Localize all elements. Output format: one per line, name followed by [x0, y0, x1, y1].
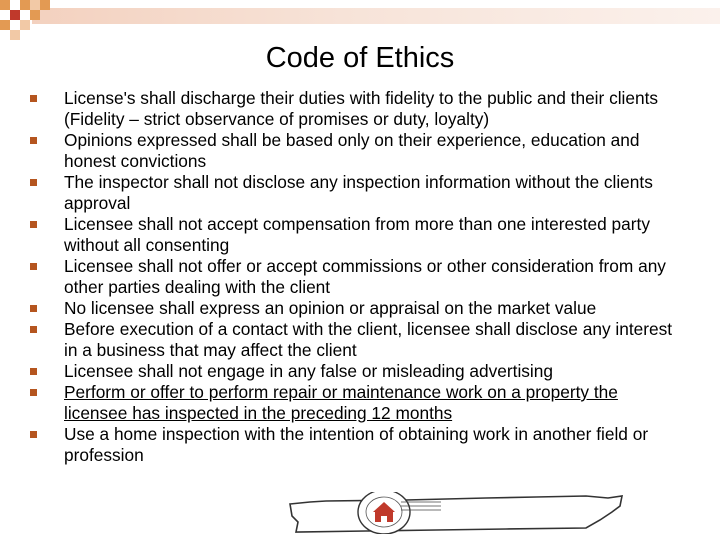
square-bullet-icon: [30, 431, 37, 438]
ethics-bullet-list: [30, 88, 680, 466]
bullet-item: [30, 361, 680, 382]
square-bullet-icon: [30, 389, 37, 396]
bullet-text: Use a home inspection with the intention of obtaining work in another field or profession: [64, 424, 649, 465]
tennessee-map-seal-icon: [286, 492, 626, 534]
slide-title: Code of Ethics: [265, 42, 455, 74]
corner-checker-icon: [0, 0, 60, 40]
header-stripe: [32, 8, 720, 24]
bullet-item: [30, 214, 680, 256]
bullet-text: No licensee shall express an opinion or appraisal on the market value: [64, 298, 597, 318]
bullet-item: [30, 298, 680, 319]
square-bullet-icon: [30, 95, 37, 102]
bullet-text: License's shall discharge their duties with fidelity to the public and their clients (Fidelity – strict observance of promises or duty, loyalty): [64, 88, 659, 129]
bullet-item: [30, 88, 680, 130]
bullet-item: [30, 172, 680, 214]
square-bullet-icon: [30, 368, 37, 375]
bullet-item: [30, 319, 680, 361]
bullet-text: Before execution of a contact with the client, licensee shall disclose any interest in a business that may affect the client: [64, 319, 673, 360]
bullet-item: [30, 256, 680, 298]
bullet-text: Licensee shall not engage in any false or misleading advertising: [64, 361, 553, 381]
square-bullet-icon: [30, 326, 37, 333]
square-bullet-icon: [30, 221, 37, 228]
square-bullet-icon: [30, 263, 37, 270]
square-bullet-icon: [30, 179, 37, 186]
square-bullet-icon: [30, 305, 37, 312]
bullet-text: Licensee shall not offer or accept commissions or other consideration from any other parties dealing with the client: [64, 256, 666, 297]
bullet-item: [30, 382, 680, 424]
bullet-text: Perform or offer to perform repair or maintenance work on a property the licensee has inspected in the preceding 12 months: [64, 382, 618, 423]
bullet-item: [30, 424, 680, 466]
square-bullet-icon: [30, 137, 37, 144]
bullet-item: [30, 130, 680, 172]
bullet-text: Licensee shall not accept compensation from more than one interested party without all consenting: [64, 214, 650, 255]
bullet-text: The inspector shall not disclose any inspection information without the clients approval: [64, 172, 653, 213]
bullet-text: Opinions expressed shall be based only on their experience, education and honest convictions: [64, 130, 640, 171]
